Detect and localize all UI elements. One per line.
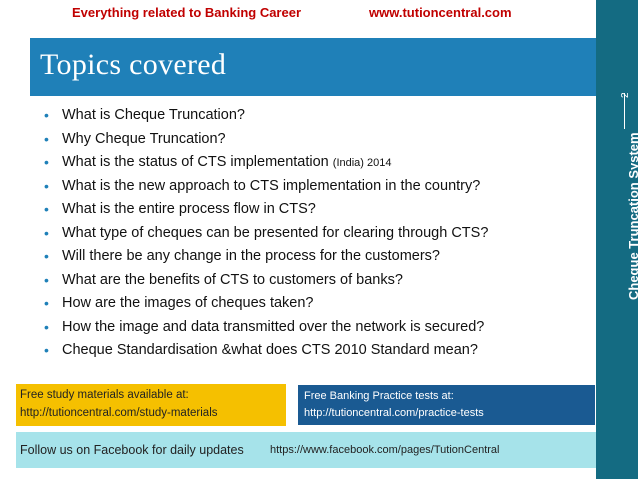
title-bar bbox=[30, 38, 596, 96]
list-item bbox=[44, 104, 584, 128]
list-item-text: What type of cheques can be presented for clearing through CTS? bbox=[62, 224, 489, 241]
bullet-icon: • bbox=[44, 107, 49, 123]
list-item bbox=[44, 151, 584, 175]
side-bar bbox=[596, 0, 641, 479]
study-materials-link[interactable]: http://tutioncentral.com/study-materials bbox=[20, 407, 218, 419]
list-item-text: Why Cheque Truncation? bbox=[62, 130, 226, 147]
topic-list bbox=[44, 104, 584, 363]
list-item bbox=[44, 245, 584, 269]
list-item bbox=[44, 269, 584, 293]
facebook-label: Follow us on Facebook for daily updates bbox=[20, 443, 244, 457]
list-item-text: Will there be any change in the process for the customers? bbox=[62, 248, 440, 264]
list-item-note: (India) 2014 bbox=[332, 157, 392, 169]
facebook-link[interactable]: https://www.facebook.com/pages/TutionCentral bbox=[270, 444, 500, 456]
bullet-icon: • bbox=[44, 295, 49, 311]
facebook-box bbox=[16, 432, 596, 468]
list-item-text: What is the status of CTS implementation bbox=[62, 154, 333, 170]
list-item-text: Cheque Standardisation &what does CTS 2010 Standard mean? bbox=[62, 342, 478, 358]
study-materials-box bbox=[16, 384, 286, 426]
list-item-text: How are the images of cheques taken? bbox=[62, 295, 314, 311]
list-item bbox=[44, 198, 584, 222]
list-item-text: What are the benefits of CTS to customers of banks? bbox=[62, 271, 403, 288]
practice-tests-link[interactable]: http://tutioncentral.com/practice-tests bbox=[304, 407, 484, 419]
header-banner bbox=[0, 0, 596, 30]
list-item bbox=[44, 222, 584, 246]
list-item-text: What is Cheque Truncation? bbox=[62, 107, 245, 123]
bullet-icon: • bbox=[44, 224, 49, 241]
header-tagline: Everything related to Banking Career bbox=[72, 5, 302, 20]
bullet-icon: • bbox=[44, 130, 49, 147]
page-number-divider bbox=[624, 93, 625, 129]
bullet-icon: • bbox=[44, 154, 49, 170]
bullet-icon: • bbox=[44, 201, 49, 217]
bullet-icon: • bbox=[44, 271, 49, 288]
list-item bbox=[44, 339, 584, 363]
list-item-text: What is the new approach to CTS implementation in the country? bbox=[62, 177, 481, 194]
list-item bbox=[44, 292, 584, 316]
side-label-wrap bbox=[596, 0, 641, 479]
practice-tests-box bbox=[298, 385, 595, 425]
bullet-icon: • bbox=[44, 248, 49, 264]
bullet-icon: • bbox=[44, 177, 49, 194]
side-label: Cheque Truncation System bbox=[626, 132, 641, 300]
study-materials-label: Free study materials available at: bbox=[20, 389, 189, 401]
bullet-icon: • bbox=[44, 318, 49, 335]
header-website-link[interactable]: www.tutioncentral.com bbox=[369, 5, 512, 20]
page-number: 2 bbox=[620, 92, 631, 98]
list-item bbox=[44, 128, 584, 152]
list-item-text: What is the entire process flow in CTS? bbox=[62, 201, 316, 217]
bullet-icon: • bbox=[44, 342, 49, 358]
list-item bbox=[44, 175, 584, 199]
practice-tests-label: Free Banking Practice tests at: bbox=[304, 390, 454, 402]
list-item bbox=[44, 316, 584, 340]
list-item-text: How the image and data transmitted over the network is secured? bbox=[62, 318, 485, 335]
slide-title: Topics covered bbox=[40, 48, 227, 81]
